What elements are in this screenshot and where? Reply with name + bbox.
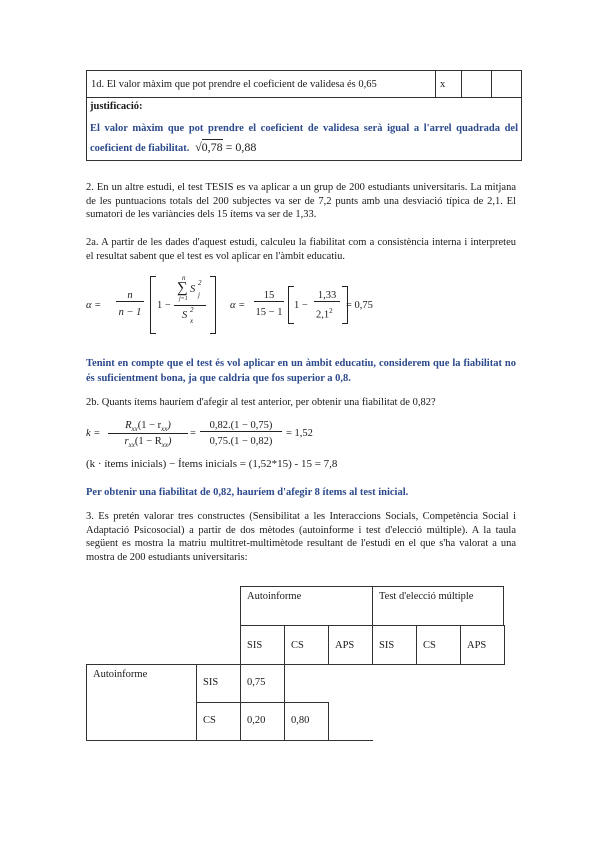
den-2-1-value: 2,1 [316, 309, 330, 321]
n-denominator: n − 1 [118, 307, 142, 318]
q2b-question: 2b. Quants ítems hauríem d'afegir al test anterior, per obtenir una fiabilitat de 0,82? [86, 397, 436, 408]
alpha-symbol-2: α = [230, 300, 246, 311]
den-2-1 [316, 307, 333, 321]
one-minus: 1 − [157, 300, 171, 311]
den-sup: 2 [329, 307, 333, 315]
n-numerator: n [116, 290, 144, 302]
header-m1-trait-2: CS [284, 625, 329, 665]
sum-bottom: j=1 [179, 296, 188, 302]
sb-den-r: r [124, 436, 129, 447]
spearman-brown-formula: k = $R_{xx}(1 - r_{xx})$ $r_{xx}(1 - R_{xx})$ = 0,82.(1 − 0,75) 0,75.(1 − 0,82) = 1,52 [86, 420, 313, 450]
sb-denominator [108, 436, 188, 449]
items-calculation: (k · ítems inicials) − Ítems inicials = (1,52*15) - 15 = 7,8 [86, 458, 338, 470]
sb-den-close: ) [167, 436, 172, 447]
sb-den-values: 0,75.(1 − 0,82) [209, 436, 273, 447]
var-x-sub: x [190, 317, 194, 325]
header-m2-trait-1: SIS [372, 625, 417, 665]
sb-den-rest: (1 − R [134, 436, 162, 447]
header-method1: Autoinforme [240, 586, 373, 626]
q1d-mark: x [436, 71, 462, 98]
header-m2-trait-3: APS [460, 625, 505, 665]
right-bracket [210, 276, 216, 334]
q1d-cell-empty-1 [462, 71, 492, 98]
sb-numerator [108, 420, 188, 434]
q2a-question: 2a. A partir de les dades d'aquest estudi, calculeu la fiabilitat com a consistència interna i interpreteu el resultat sabent que el test es vol aplicar en l'àmbit educatiu. [86, 237, 516, 262]
sum-symbol: ∑ [177, 280, 188, 296]
alpha-formula-general [86, 276, 206, 336]
row-method-label: Autoinforme [86, 664, 197, 741]
left-bracket [150, 276, 156, 334]
cell-cs-sis: 0,20 [240, 702, 285, 741]
header-method2: Test d'elecció múltiple [372, 586, 504, 626]
sb-num-close: ) [167, 420, 171, 431]
header-m1-trait-1: SIS [240, 625, 285, 665]
q3-intro: 3. Es pretén valorar tres constructes (Sensibilitat a les Interaccions Socials, Competència Social i Adaptació Psicosocial) a partir de dos mètodes (autoinforme i test d'elecció múltiple). A la taula següent es mostra la matriu multitret-multimètode resultant de l'estudi en el que s'ha valorat a una mostra de 200 estudiants universitaris: [86, 511, 516, 563]
justification-sentence: El valor màxim que pot prendre el coeficient de validesa serà igual a l'arrel quadrada del coeficient de fiabilitat. [90, 123, 518, 154]
sb-num-sub: xx [131, 425, 138, 434]
sum-top: n [182, 274, 186, 282]
q1d-cell-empty-2 [492, 71, 522, 98]
sqrt-result: = 0,88 [225, 140, 257, 154]
q2-intro: 2. En un altre estudi, el test TESIS es va aplicar a un grup de 200 estudiants universitaris. La mitjana de les puntuacions totals del 200 subjectes va ser de 7,2 punts amb una desviació típica de 2,1. El sumatori de les variàncies dels 15 ítems va ser de 1,33. [86, 182, 516, 220]
q1d-table [86, 70, 522, 98]
cell-sis-sis: 0,75 [240, 664, 285, 703]
justification-text [90, 119, 518, 158]
header-m2-trait-2: CS [416, 625, 461, 665]
row-trait-cs: CS [196, 702, 241, 741]
num-1-33: 1,33 [314, 290, 340, 302]
sb-num-values: 0,82.(1 − 0,75) [200, 420, 282, 432]
row-trait-sis: SIS [196, 664, 241, 703]
sb-num-rest: (1 − r [137, 420, 162, 431]
q2a-answer: Tenint en compte que el test és vol aplicar en un àmbit educatiu, considerem que la fiabilitat no és suficientment bona, ja que caldria que fos superior a 0,8. [86, 358, 516, 384]
den-15-1: 15 − 1 [255, 307, 283, 318]
sb-num-R: R [125, 420, 132, 431]
k-symbol: k = [86, 428, 101, 439]
alpha-symbol: α = [86, 300, 102, 311]
one-minus-2: 1 − [294, 300, 308, 311]
var-x-sup: 2 [190, 306, 194, 314]
var-j-sup: 2 [198, 279, 202, 287]
q2b-answer: Per obtenir una fiabilitat de 0,82, hauríem d'afegir 8 ítems al test inicial. [86, 487, 409, 498]
sqrt-expression: √0,78 = 0,88 [195, 140, 257, 154]
q1d-justification-box [86, 97, 522, 161]
justification-label: justificació: [90, 101, 143, 112]
alpha-result: = 0,75 [346, 300, 373, 311]
row-bottom-line [328, 740, 373, 741]
sb-result: = 1,52 [286, 428, 313, 439]
q1d-statement: 1d. El valor màxim que pot prendre el coeficient de validesa és 0,65 [87, 71, 436, 98]
sb-den-rest-sub: xx [161, 441, 168, 450]
sb-den-sub: xx [128, 441, 135, 450]
var-j: S [190, 284, 196, 295]
num-15: 15 [254, 290, 284, 302]
var-x: S [182, 310, 188, 321]
cell-cs-cs: 0,80 [284, 702, 329, 741]
header-m1-trait-3: APS [328, 625, 373, 665]
sb-num-rest-sub: xx [161, 425, 168, 434]
sqrt-value: 0,78 [201, 140, 223, 154]
var-j-sub: j [198, 291, 200, 299]
